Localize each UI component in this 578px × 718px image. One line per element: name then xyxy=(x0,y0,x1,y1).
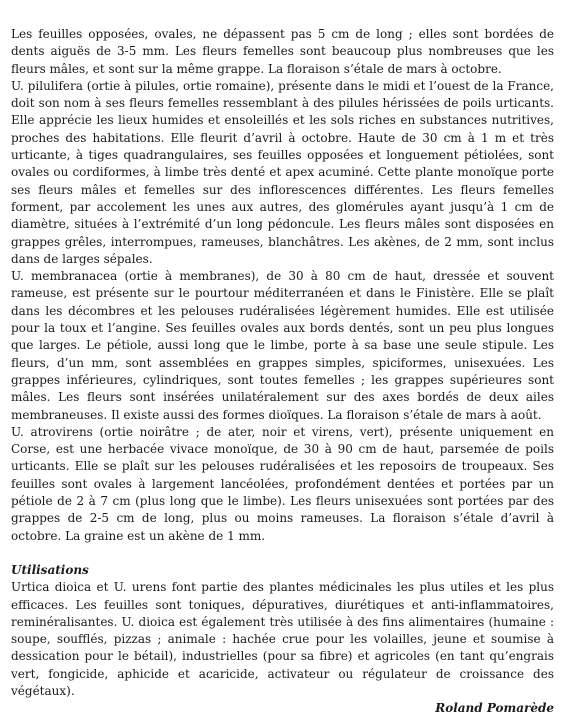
paragraph-urtica-atrovirens: U. atrovirens (ortie noirâtre ; de ater, noir et virens, vert), présente uniquement en Corse, est une herbacée vivace monoïque, de 30 à 90 cm de haut, parsemée de poils urticants. Elle se plaît sur les pelouses rudéralisées et les reposoirs de troupeaux. Ses feuilles sont ovales à largement lancéolées, profondément dentées et portées par un pétiole de 2 à 7 cm (plus long que le limbe). Les fleurs unisexuées sont portées par des grappes de 2-5 cm de long, plus ou moins rameuses. La floraison s’étale d’avril à octobre. La graine est un akène de 1 mm. xyxy=(11,424,554,543)
article-body xyxy=(11,26,554,718)
section-spacer xyxy=(11,545,554,562)
paragraph-utilisations: Urtica dioica et U. urens font partie des plantes médicinales les plus utiles et les plus efficaces. Les feuilles sont toniques, dépuratives, diurétiques et anti-inflammatoires, reminéralisantes. U. dioica est également très utilisée à des fins alimentaires (humaine : soupe, soufflés, pizzas ; animale : hachée crue pour les volailles, jeune et soumise à dessication pour le bétail), industrielles (pour sa fibre) et agricoles (en tant qu’engrais vert, fongicide, aphicide et acaricide, activateur ou régulateur de croissance des végétaux). xyxy=(11,580,554,698)
paragraph-urtica-pilulifera: U. pilulifera (ortie à pilules, ortie romaine), présente dans le midi et l’ouest de la France, doit son nom à ses fleurs femelles ressemblant à des pilules hérissées de poils urticants. Elle apprécie les lieux humides et ensoleillés et les sols riches en substances nutritives, proches des habitations. Elle fleurit d’avril à octobre. Haute de 30 cm à 1 m et très urticante, à tiges quadrangulaires, ses feuilles opposées et longuement pétiolées, sont ovales ou cordiformes, à limbe très denté et apex acuminé. Cette plante monoïque porte ses fleurs mâles et femelles sur des inflorescences différentes. Les fleurs femelles forment, par accolement les unes aux autres, des glomérules ayant jusqu’à 1 cm de diamètre, situées à l’extrémité d’un long pédoncule. Les fleurs mâles sont disposées en grappes grêles, interrompues, rameuses, blanchâtres. Les akènes, de 2 mm, sont inclus dans de larges sépales. xyxy=(11,78,554,266)
paragraph-urtica-membranacea: U. membranacea (ortie à membranes), de 30 à 80 cm de haut, dressée et souvent rameuse, est présente sur le pourtour méditerranéen et dans le Finistère. Elle se plaît dans les décombres et les pelouses rudéralisées légèrement humides. Elle est utilisée pour la toux et l’angine. Ses feuilles ovales aux bords dentés, sont un peu plus longues que larges. Le pétiole, aussi long que le limbe, porte à sa base une seule stipule. Les fleurs, d’un mm, sont assemblées en grappes simples, spiciformes, unisexuées. Les grappes inférieures, cylindriques, sont toutes femelles ; les grappes supérieures sont mâles. Les fleurs sont insérées unilatéralement sur des axes bordés de deux ailes membraneuses. Il existe aussi des formes dioïques. La floraison s’étale de mars à août. xyxy=(11,269,554,422)
author-signature: Roland Pomarède xyxy=(435,701,554,716)
section-heading-utilisations: Utilisations xyxy=(11,562,89,577)
paragraph-leaves-description: Les feuilles opposées, ovales, ne dépassent pas 5 cm de long ; elles sont bordées de dents aiguës de 3-5 mm. Les fleurs femelles sont beaucoup plus nombreuses que les fleurs mâles, et sont sur la même grappe. La floraison s’étale de mars à octobre. xyxy=(11,27,554,76)
